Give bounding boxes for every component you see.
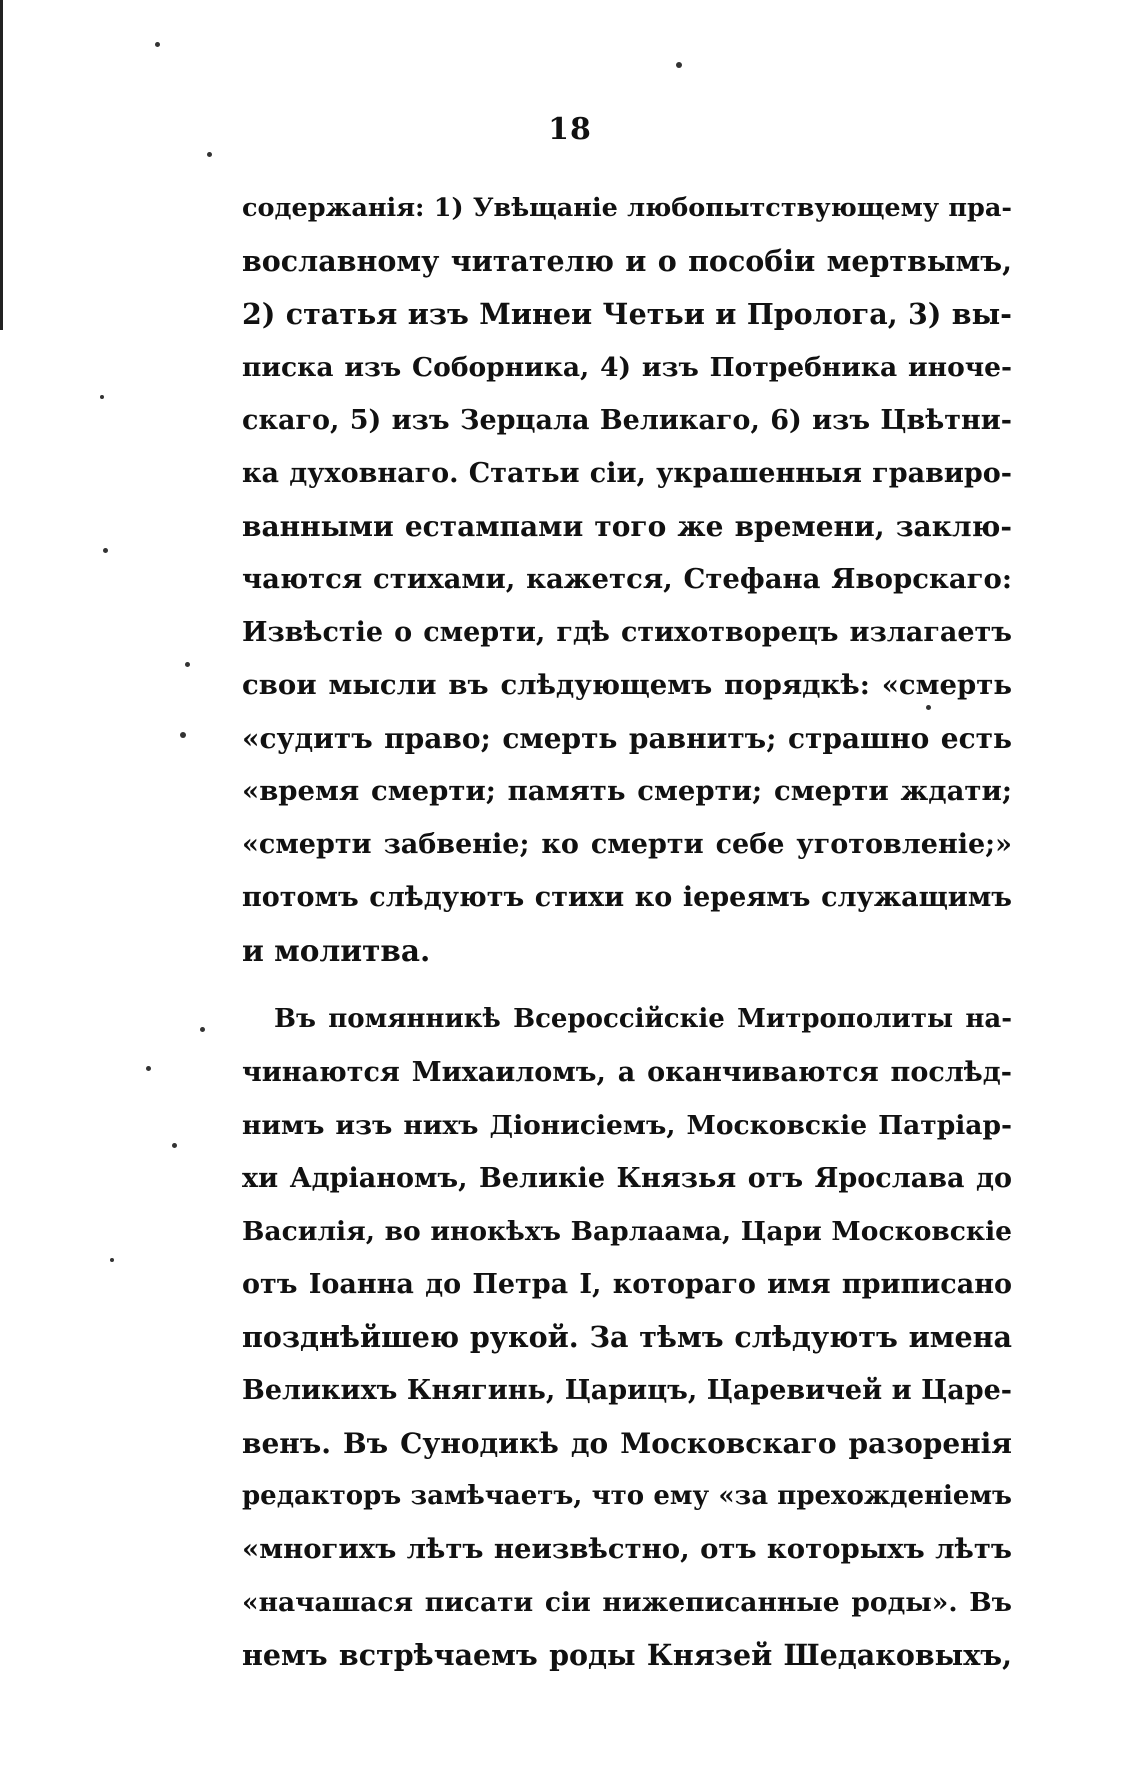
text-line: отъ Іоанна до Петра I, котораго имя приписано	[242, 1269, 1012, 1300]
text-line: писка изъ Соборника, 4) изъ Потребника иноче-	[242, 352, 1012, 383]
text-line: позднѣйшею рукой. За тѣмъ слѣдуютъ имена	[242, 1320, 1012, 1354]
text-line: «многихъ лѣтъ неизвѣстно, отъ которыхъ лѣтъ	[242, 1533, 1012, 1565]
text-line: чаются стихами, кажется, Стефана Яворскаго:	[242, 563, 1012, 595]
text-line: свои мысли въ слѣдующемъ порядкѣ: «смерть	[242, 669, 1012, 701]
text-line: венъ. Въ Сунодикѣ до Московскаго разоренія	[242, 1427, 1012, 1460]
text-line: вославному читателю и о пособіи мертвымъ,	[242, 244, 1012, 278]
paragraph-1	[242, 182, 1012, 977]
text-line: «начашася писати сіи нижеписанные роды». Въ	[242, 1587, 1012, 1618]
text-line: ка духовнаго. Статьи сіи, украшенныя гравиро-	[242, 458, 1012, 489]
speck	[207, 152, 212, 157]
speck	[676, 62, 682, 68]
text-line: редакторъ замѣчаетъ, что ему «за прехожденіемъ	[242, 1481, 1012, 1511]
text-line: «судитъ право; смерть равнитъ; страшно есть	[242, 722, 1012, 755]
text-line: Великихъ Княгинь, Царицъ, Царевичей и Царе-	[242, 1375, 1012, 1406]
page-text	[242, 182, 1012, 1682]
speck	[110, 1258, 114, 1262]
text-line: «время смерти; память смерти; смерти ждати;	[242, 775, 1012, 807]
paragraph-gap	[242, 977, 1012, 993]
speck	[180, 732, 186, 738]
speck	[103, 548, 108, 553]
text-line: нимъ изъ нихъ Діонисіемъ, Московскіе Патріар-	[242, 1110, 1012, 1141]
text-line: содержанія: 1) Увѣщаніе любопытствующему пра-	[242, 193, 1012, 223]
speck	[155, 42, 160, 47]
text-line: «смерти забвеніе; ко смерти себе уготовленіе;»	[242, 829, 1012, 860]
text-line: чинаются Михаиломъ, а оканчиваются послѣд-	[242, 1057, 1012, 1088]
text-line: 2) статья изъ Минеи Четьи и Пролога, 3) вы-	[242, 297, 1012, 331]
text-line: Извѣстіе о смерти, гдѣ стихотворецъ излагаетъ	[242, 617, 1012, 648]
text-line: Въ помянникѣ Всероссійскіе Митрополиты на-	[274, 1004, 1012, 1034]
paragraph-2	[242, 993, 1012, 1682]
speck	[185, 662, 190, 667]
speck	[100, 395, 104, 399]
speck	[200, 1027, 205, 1032]
text-line: потомъ слѣдуютъ стихи ко іереямъ служащимъ	[242, 882, 1012, 913]
text-line: и молитва.	[242, 933, 431, 968]
speck	[172, 1143, 177, 1148]
text-line: ванными естампами того же времени, заклю-	[242, 510, 1012, 543]
text-line: немъ встрѣчаемъ роды Князей Шедаковыхъ,	[242, 1638, 1012, 1672]
page-number: 18	[548, 112, 592, 147]
speck	[146, 1066, 151, 1071]
text-line: скаго, 5) изъ Зерцала Великаго, 6) изъ Цвѣтни-	[242, 405, 1012, 436]
text-line: хи Адріаномъ, Великіе Князья отъ Ярослава до	[242, 1163, 1012, 1194]
text-line: Василія, во инокѣхъ Варлаама, Цари Московскіе	[242, 1216, 1012, 1247]
page-edge-shadow	[0, 0, 3, 330]
